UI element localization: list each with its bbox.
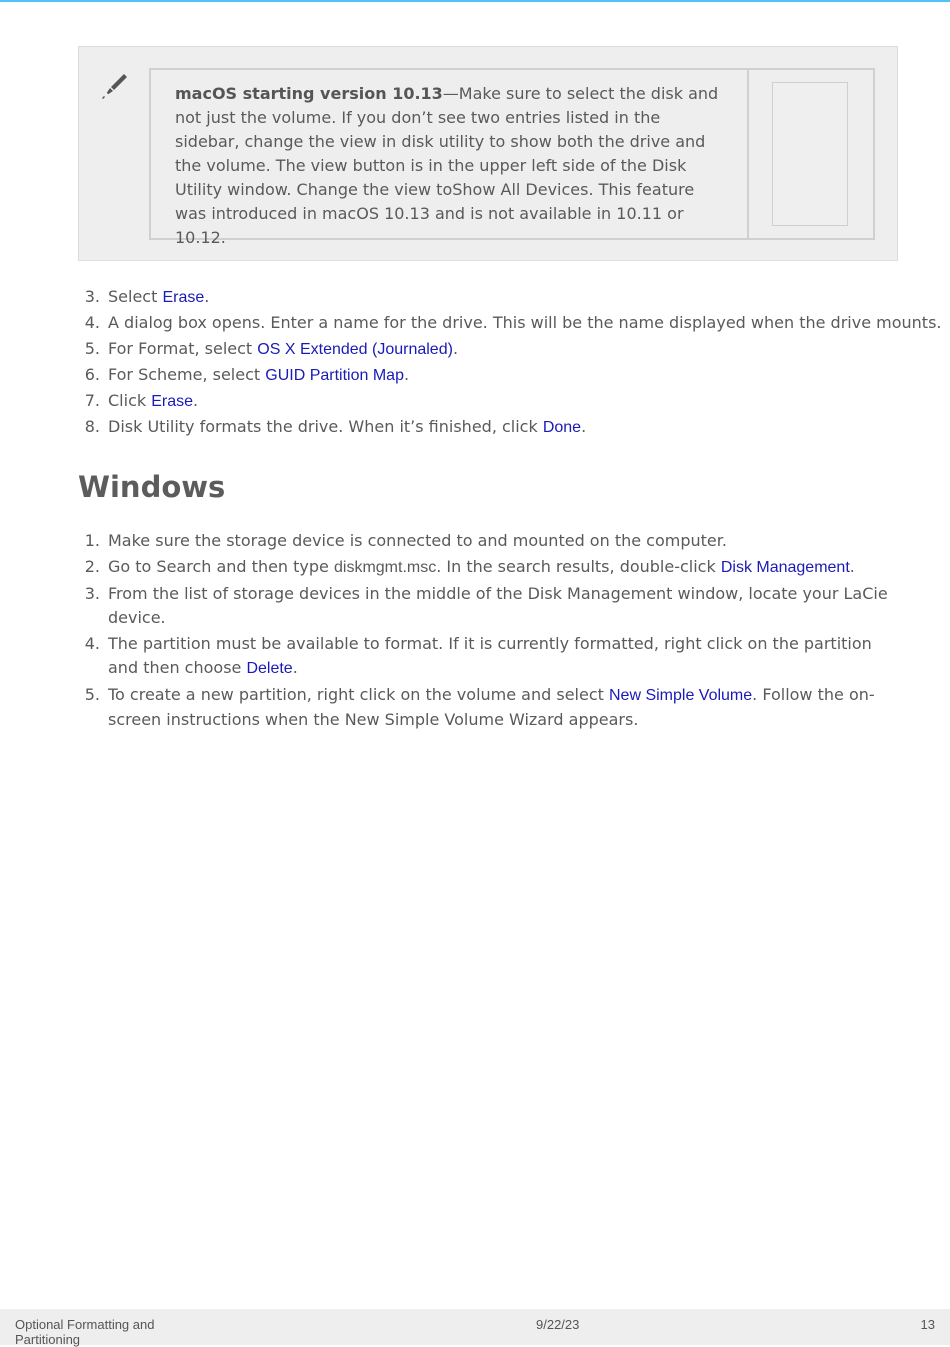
note-media	[749, 70, 873, 238]
step-text: To create a new partition, right click on the volume and select	[108, 685, 609, 704]
step-number: 5.	[84, 685, 100, 704]
step-number: 4.	[84, 313, 100, 332]
ui-term: Delete	[246, 660, 293, 677]
footer-title: Optional Formatting and Partitioning	[15, 1317, 155, 1347]
step-number: 4.	[84, 634, 100, 653]
note-text-a: —Make sure to select the disk and not just the volume. If you don’t see two entries listed in the sidebar, change the view in disk utility to show both the drive and the volume. The view button is in the upper left side of the Disk Utility window. Change the view to	[175, 84, 719, 199]
step-text: For Format, select	[108, 339, 258, 358]
step-number: 6.	[84, 365, 100, 384]
list-item	[78, 336, 938, 362]
ui-term: Disk Management	[720, 559, 850, 576]
step-text: Make sure the storage device is connected to and mounted on the computer.	[108, 531, 727, 550]
step-text-end: .	[403, 365, 410, 384]
list-item	[78, 388, 938, 414]
note-callout	[149, 68, 875, 247]
image-placeholder	[772, 82, 848, 226]
list-item	[78, 362, 938, 388]
step-text-mid: . In the search results, double-click	[436, 557, 721, 576]
mac-steps-list	[78, 284, 942, 440]
note-text-b: . This feature was introduced in macOS 10.13 and is not available in 10.11 or 10.12.	[175, 180, 695, 247]
step-text: The partition must be available to format. If it is currently formatted, right click on the partition and then choose	[108, 634, 872, 677]
step-number: 5.	[84, 339, 100, 358]
note-text	[151, 70, 749, 247]
step-text-end: .	[292, 658, 298, 677]
step-text: A dialog box opens. Enter a name for the drive. This will be the name displayed when the drive mounts.	[108, 313, 942, 332]
step-text: Go to Search and then type	[108, 557, 334, 576]
list-item	[78, 310, 942, 336]
list-item	[78, 683, 898, 732]
step-text: For Scheme, select	[108, 365, 266, 384]
note-term: Show All Devices	[452, 180, 589, 199]
list-item	[78, 632, 898, 681]
ui-term: GUID Partition Map	[265, 367, 404, 384]
list-item	[78, 582, 898, 630]
step-text-end: . Follow the on-screen instructions when the New Simple Volume Wizard appears.	[108, 685, 875, 729]
note-bold: macOS starting version 10.13	[175, 84, 443, 103]
step-number: 2.	[84, 557, 100, 576]
step-text: Click	[108, 391, 152, 410]
note-box	[78, 46, 898, 261]
step-text-end: .	[581, 417, 587, 436]
page-footer	[0, 1309, 950, 1345]
pen-icon	[98, 71, 128, 101]
footer-date: 9/22/23	[536, 1317, 580, 1332]
ui-term: Done	[542, 419, 582, 436]
step-number: 7.	[84, 391, 100, 410]
step-text-end: .	[193, 391, 199, 410]
ui-term: Erase	[151, 393, 194, 410]
list-item	[78, 414, 938, 440]
step-number: 3.	[84, 287, 100, 306]
step-number: 8.	[84, 417, 100, 436]
step-text: Disk Utility formats the drive. When it’s finished, click	[108, 417, 543, 436]
step-text-end: .	[204, 287, 210, 306]
step-text: Select	[108, 287, 163, 306]
step-number: 1.	[84, 531, 100, 550]
command-text: diskmgmt.msc	[333, 559, 437, 576]
step-text-end: .	[452, 339, 459, 358]
page-number: 13	[920, 1317, 935, 1332]
windows-steps-list	[78, 529, 898, 734]
list-item	[78, 284, 938, 310]
step-text: From the list of storage devices in the middle of the Disk Management window, locate your LaCie device.	[108, 584, 888, 627]
list-item	[78, 529, 898, 553]
ui-term: OS X Extended (Journaled)	[257, 341, 453, 358]
top-accent-line	[0, 0, 950, 2]
list-item	[78, 555, 898, 580]
step-text-end: .	[849, 557, 855, 576]
ui-term: New Simple Volume	[608, 687, 753, 704]
step-number: 3.	[84, 584, 100, 603]
ui-term: Erase	[162, 289, 205, 306]
windows-heading: Windows	[78, 470, 226, 504]
